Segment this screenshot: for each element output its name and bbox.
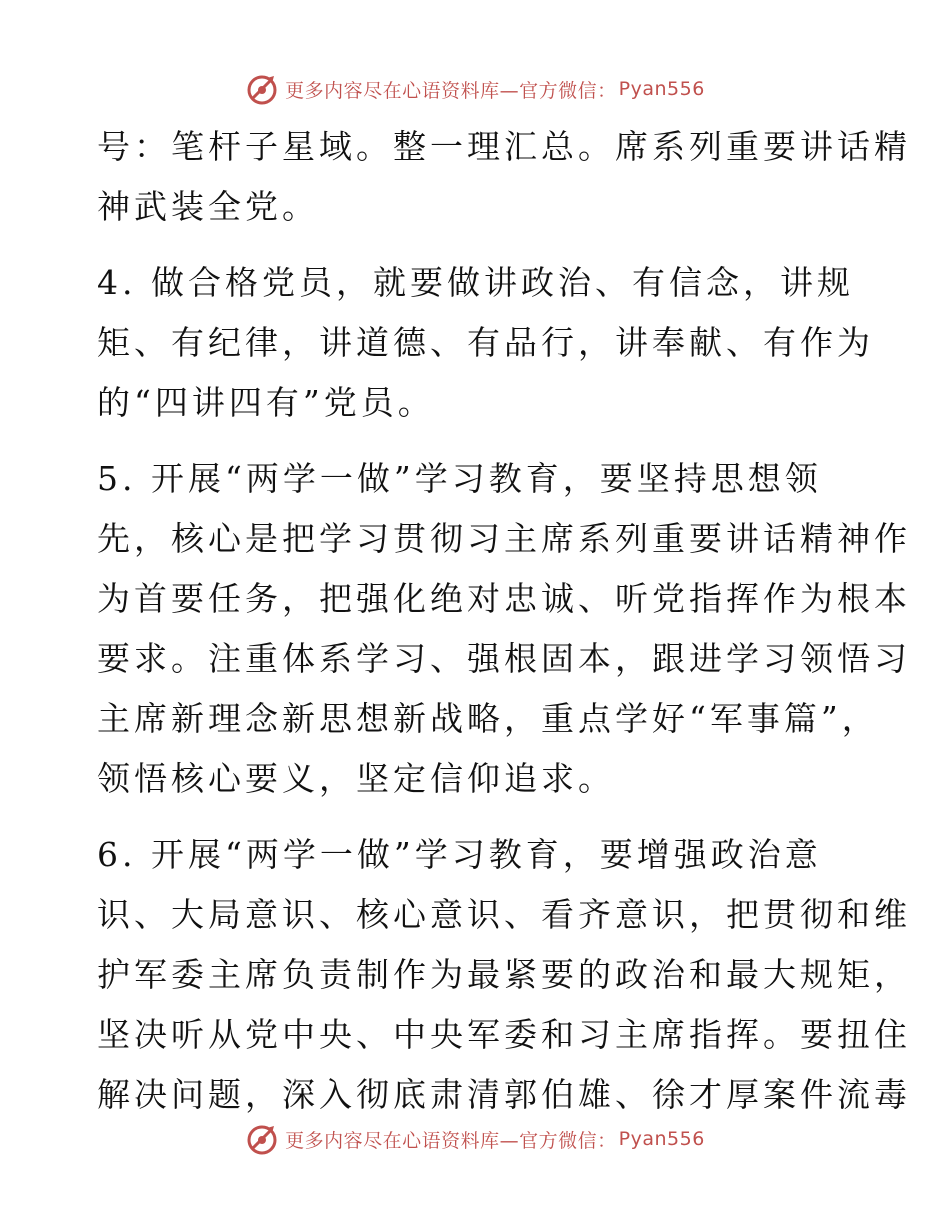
text-line: 4. 做合格党员，就要做讲政治、有信念，讲规 — [97, 263, 854, 302]
text-line: 主席新理念新思想新战略，重点学好“军事篇”， — [97, 699, 879, 738]
text-line: 要求。注重体系学习、强根固本，跟进学习领悟习 — [97, 639, 911, 678]
watermark-text: 更多内容尽在心语资料库—官方微信： — [285, 1129, 617, 1152]
footer-watermark — [0, 1117, 950, 1161]
text-line: 护军委主席负责制作为最紧要的政治和最大规矩， — [97, 955, 911, 994]
paragraph — [97, 825, 911, 1125]
text-line: 为首要任务，把强化绝对忠诚、听党指挥作为根本 — [97, 579, 911, 618]
logo-icon — [245, 1122, 279, 1156]
text-line: 的“四讲四有”党员。 — [97, 383, 435, 422]
text-line: 领悟核心要义，坚定信仰追求。 — [97, 759, 615, 798]
watermark-wechat-id: Pyan556 — [618, 78, 705, 100]
text-line: 先，核心是把学习贯彻习主席系列重要讲话精神作 — [97, 519, 911, 558]
paragraph — [97, 449, 911, 809]
text-line: 识、大局意识、核心意识、看齐意识，把贯彻和维 — [97, 895, 911, 934]
logo-icon — [245, 72, 279, 106]
text-line: 5. 开展“两学一做”学习教育，要坚持思想领 — [97, 459, 822, 498]
text-line: 号：笔杆子星域。整一理汇总。席系列重要讲话精 — [97, 127, 911, 166]
paragraph — [97, 253, 874, 433]
watermark-wechat-id: Pyan556 — [618, 1128, 705, 1150]
header-watermark — [0, 67, 950, 111]
document-body — [97, 117, 911, 1125]
text-line: 矩、有纪律，讲道德、有品行，讲奉献、有作为 — [97, 323, 874, 362]
watermark-text: 更多内容尽在心语资料库—官方微信： — [285, 79, 617, 102]
paragraph — [97, 117, 911, 237]
text-line: 6. 开展“两学一做”学习教育，要增强政治意 — [97, 835, 822, 874]
text-line: 解决问题，深入彻底肃清郭伯雄、徐才厚案件流毒 — [97, 1075, 911, 1114]
text-line: 坚决听从党中央、中央军委和习主席指挥。要扭住 — [97, 1015, 911, 1054]
text-line: 神武装全党。 — [97, 187, 319, 226]
